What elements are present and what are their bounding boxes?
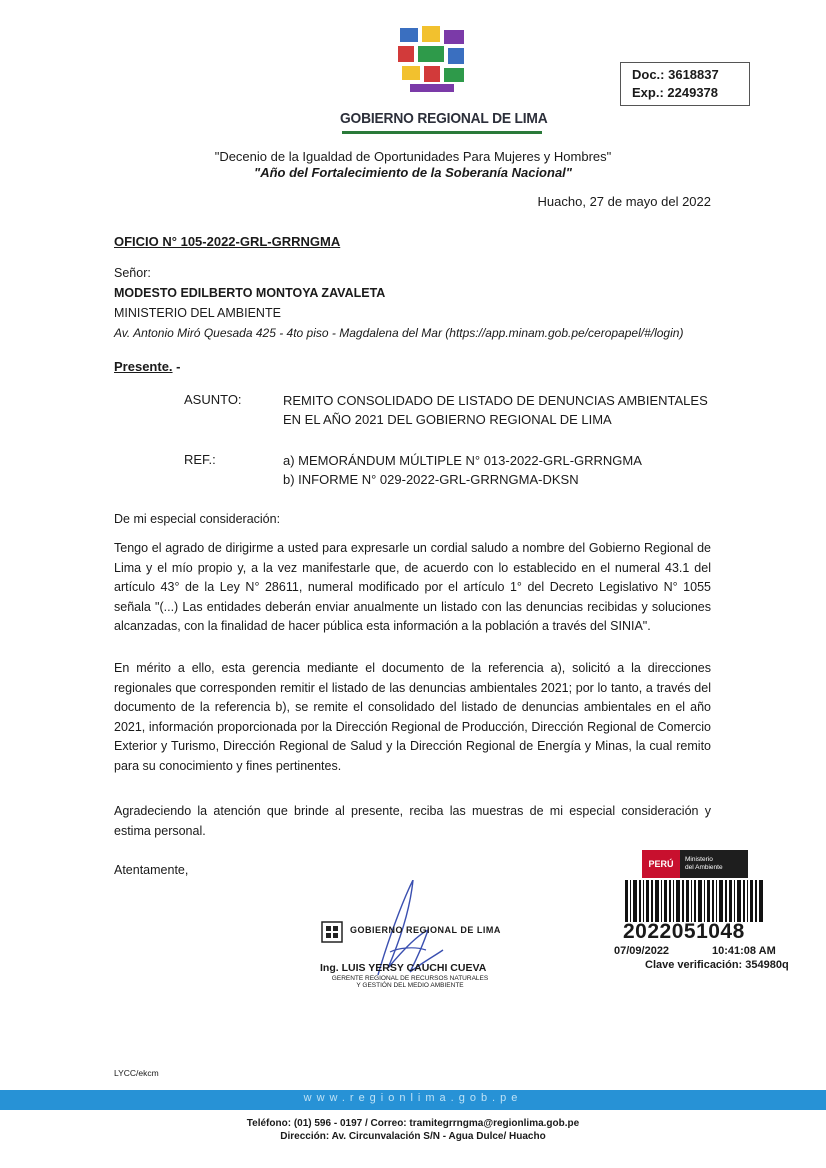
signature-org: GOBIERNO REGIONAL DE LIMA bbox=[350, 925, 501, 935]
recipient-org: MINISTERIO DEL AMBIENTE bbox=[114, 306, 281, 320]
regional-government-logo bbox=[396, 24, 468, 96]
salutation: Señor: bbox=[114, 266, 151, 280]
signer-name: Ing. LUIS YERSY CAUCHI CUEVA bbox=[320, 962, 487, 974]
receipt-date: 07/09/2022 bbox=[614, 945, 670, 957]
asunto-line2: EN EL AÑO 2021 DEL GOBIERNO REGIONAL DE LIMA bbox=[283, 412, 612, 427]
ref-a: a) MEMORÁNDUM MÚLTIPLE N° 013-2022-GRL-GRRNGMA bbox=[283, 453, 642, 468]
footer-address-line: Dirección: Av. Circunvalación S/N - Agua Dulce/ Huacho bbox=[280, 1130, 546, 1142]
footer-contact bbox=[0, 1118, 826, 1143]
paragraph-3: Agradeciendo la atención que brinde al presente, reciba las muestras de mi especial consideración y estima personal. bbox=[114, 804, 711, 838]
paragraph-2: En mérito a ello, esta gerencia mediante el documento de la referencia a), solicitó a la direcciones regionales que corresponden remitir el listado de las denuncias ambientales 2021; por lo tanto, a través del documento de la referencia b), se remite el consolidado del listado de denuncias ambientales en el año 2021, información proporcionada por la Dirección Regional de Producción, Dirección Regional de Comercio Exterior y Turismo, Dirección Regional de Salud y la Dirección Regional de Energía y Minas, la cual remito para su conocimiento y fines pertinentes. bbox=[114, 661, 711, 773]
author-initials: LYCC/ekcm bbox=[114, 1068, 159, 1078]
recipient-name: MODESTO EDILBERTO MONTOYA ZAVALETA bbox=[114, 286, 386, 300]
oficio-number: OFICIO N° 105-2022-GRL-GRRNGMA bbox=[114, 234, 341, 249]
decenio-header bbox=[0, 149, 826, 181]
recipient-block bbox=[114, 263, 683, 343]
letter-date: Huacho, 27 de mayo del 2022 bbox=[537, 194, 711, 209]
signer-role-line1: GERENTE REGIONAL DE RECURSOS NATURALES bbox=[331, 975, 489, 982]
ref-label: REF.: bbox=[184, 452, 216, 467]
ref-b: b) INFORME N° 029-2022-GRL-GRRNGMA-DKSN bbox=[283, 472, 579, 487]
presente-text: Presente. bbox=[114, 359, 173, 374]
paragraph-1: Tengo el agrado de dirigirme a usted para expresarle un cordial saludo a nombre del Gobierno Regional de Lima y el mío propio y, a la vez manifestarle que, de acuerdo con lo establecido en el numeral 43.1 del artículo 43° de la Ley N° 28611, numeral modificado por el artículo 1° del Decreto Legislativo N° 1055 señala "(...) Las entidades deberán enviar anualmente un listado con las denuncias recibidas y soluciones alcanzadas, con la finalidad de hacer pública esta información a la población a través del SINIA". bbox=[114, 541, 711, 634]
peru-flag-badge: PERÚ bbox=[642, 850, 680, 878]
greeting: De mi especial consideración: bbox=[114, 512, 281, 526]
footer-phone-line: Teléfono: (01) 596 - 0197 / Correo: tramitegrrngma@regionlima.gob.pe bbox=[246, 1118, 580, 1129]
signer-role-line2: Y GESTIÓN DEL MEDIO AMBIENTE bbox=[356, 982, 464, 989]
verification-code: Clave verificación: 354980q bbox=[645, 959, 789, 971]
asunto-text bbox=[283, 391, 713, 429]
signer-role bbox=[320, 975, 500, 989]
org-title-underline bbox=[342, 131, 542, 134]
footer-website: www.regionlima.gob.pe bbox=[303, 1092, 523, 1104]
presente-line bbox=[114, 359, 181, 374]
barcode-image bbox=[625, 880, 765, 922]
recipient-address: Av. Antonio Miró Quesada 425 - 4to piso - Magdalena del Mar (https://app.minam.gob.pe/ceropapel/#/login) bbox=[114, 326, 684, 340]
ref-text bbox=[283, 451, 713, 489]
doc-number: Doc.: 3618837 bbox=[632, 67, 719, 82]
ministry-line2: del Ambiente bbox=[685, 864, 723, 871]
org-title: GOBIERNO REGIONAL DE LIMA bbox=[340, 110, 548, 127]
asunto-line1: REMITO CONSOLIDADO DE LISTADO DE DENUNCIAS AMBIENTALES bbox=[283, 393, 708, 408]
ministry-line1: Ministerio bbox=[685, 856, 713, 863]
closing: Atentamente, bbox=[114, 863, 189, 877]
document-number-box bbox=[620, 62, 750, 106]
exp-number: Exp.: 2249378 bbox=[632, 85, 719, 100]
presente-suffix: - bbox=[172, 359, 181, 374]
decenio-text: "Decenio de la Igualdad de Oportunidades Para Mujeres y Hombres" bbox=[214, 149, 612, 164]
year-name-text: "Año del Fortalecimiento de la Soberanía Nacional" bbox=[254, 165, 572, 180]
asunto-label: ASUNTO: bbox=[184, 392, 242, 407]
ministry-badge bbox=[680, 850, 748, 878]
barcode-number: 2022051048 bbox=[623, 920, 745, 943]
gobierno-seal-icon bbox=[320, 920, 344, 944]
receipt-time: 10:41:08 AM bbox=[712, 945, 776, 957]
